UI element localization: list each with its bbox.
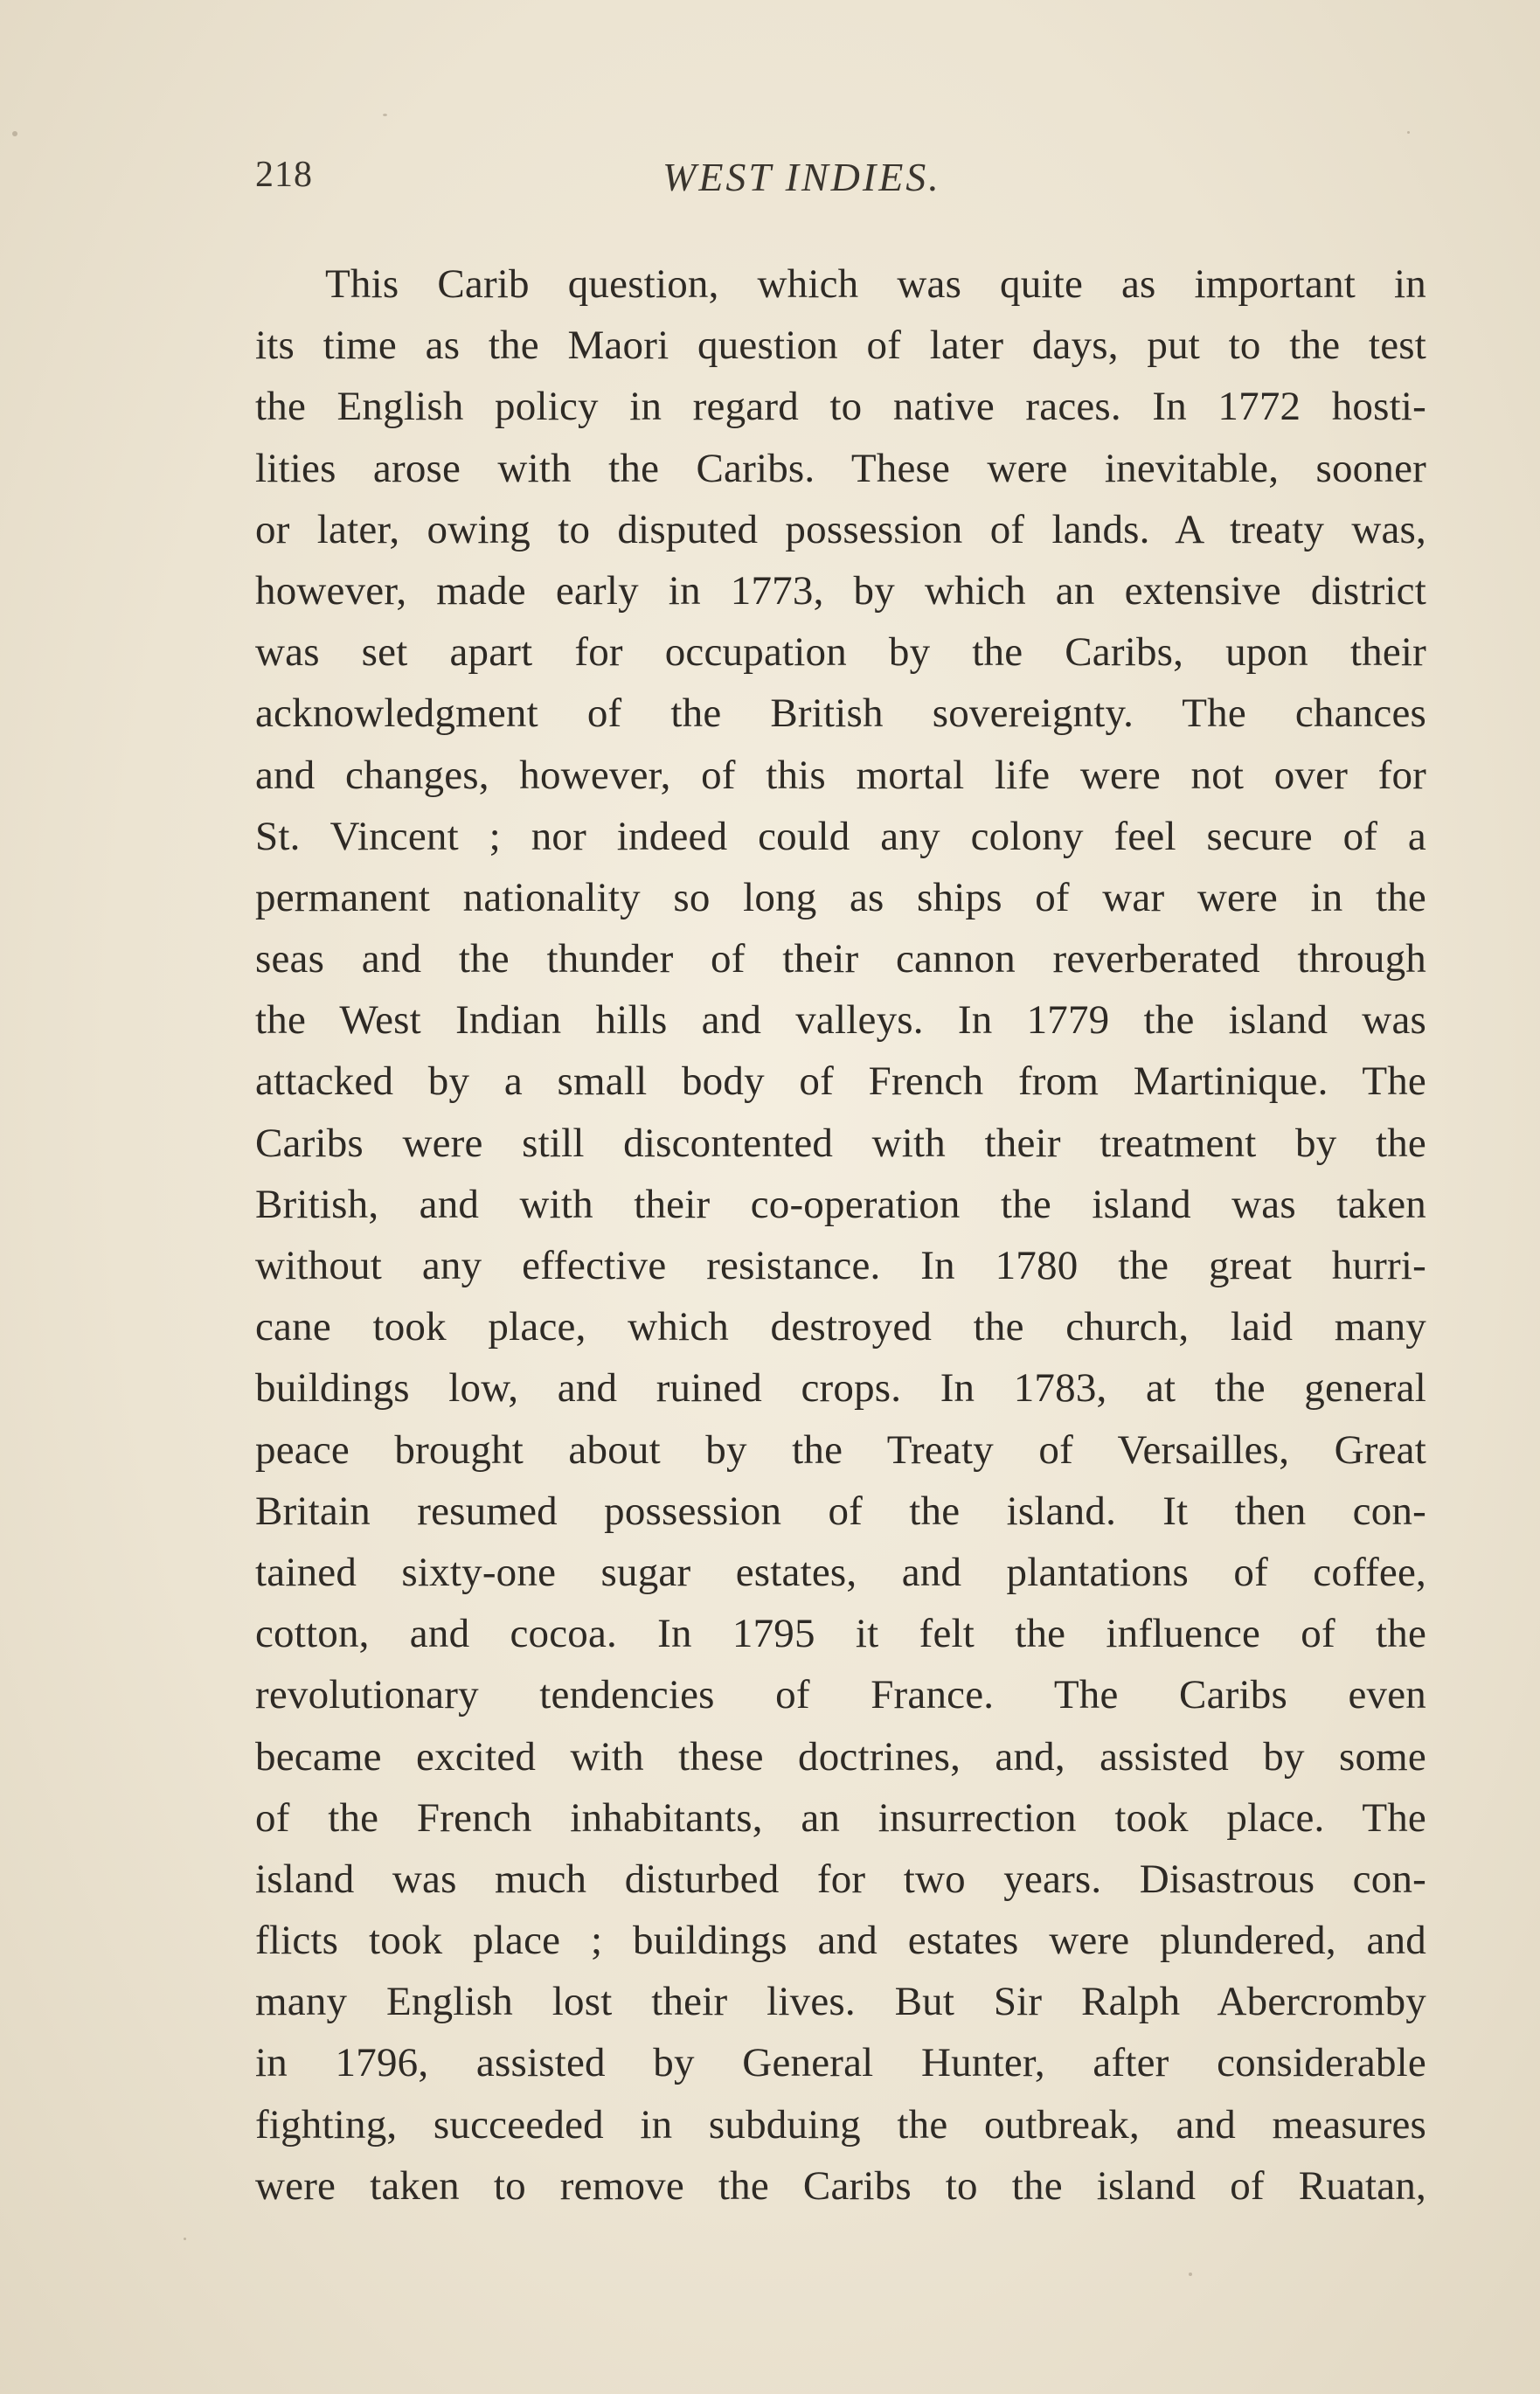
text-line: attacked by a small body of French from Martinique. The	[255, 1058, 1426, 1105]
text-line: lities arose with the Caribs. These were inevitable, sooner	[255, 445, 1426, 491]
text-line: became excited with these doctrines, and, assisted by some	[255, 1733, 1426, 1780]
text-line: fighting, succeeded in subduing the outbreak, and measures	[255, 2101, 1426, 2148]
text-line: in 1796, assisted by General Hunter, after considerable	[255, 2040, 1426, 2086]
text-line: its time as the Maori question of later days, put to the test	[255, 323, 1426, 369]
paper-speck	[1407, 131, 1410, 134]
text-line: buildings low, and ruined crops. In 1783, at the general	[255, 1365, 1426, 1412]
body-paragraph	[255, 253, 1426, 2217]
text-line: Britain resumed possession of the island. It then con-	[255, 1488, 1426, 1534]
text-line: acknowledgment of the British sovereignty. The chances	[255, 690, 1426, 737]
paper-speck	[184, 2238, 186, 2240]
running-head	[255, 154, 1426, 206]
text-line: the English policy in regard to native races. In 1772 hosti-	[255, 384, 1426, 430]
text-line: and changes, however, of this mortal life were not over for	[255, 752, 1426, 798]
paper-speck	[12, 131, 17, 136]
text-line: British, and with their co-operation the island was taken	[255, 1181, 1426, 1227]
text-line: or later, owing to disputed possession of lands. A treaty was,	[255, 506, 1426, 552]
text-line: flicts took place ; buildings and estates were plundered, and	[255, 1918, 1426, 1964]
text-line: revolutionary tendencies of France. The Caribs even	[255, 1672, 1426, 1718]
text-line: the West Indian hills and valleys. In 1779 the island was	[255, 997, 1426, 1044]
text-line: many English lost their lives. But Sir Ralph Abercromby	[255, 1979, 1426, 2025]
text-line: seas and the thunder of their cannon reverberated through	[255, 936, 1426, 982]
text-line: were taken to remove the Caribs to the island of Ruatan,	[255, 2162, 1426, 2209]
text-line: without any effective resistance. In 1780 the great hurri-	[255, 1243, 1426, 1288]
text-line: Caribs were still discontented with their treatment by the	[255, 1120, 1426, 1166]
text-line: permanent nationality so long as ships of war were in the	[255, 874, 1426, 920]
text-line: cane took place, which destroyed the church, laid many	[255, 1304, 1426, 1350]
text-line: St. Vincent ; nor indeed could any colony feel secure of a	[255, 813, 1426, 859]
text-line: of the French inhabitants, an insurrection took place. The	[255, 1794, 1426, 1841]
running-title: WEST INDIES.	[662, 155, 941, 199]
text-line: island was much disturbed for two years. Disastrous con-	[255, 1856, 1426, 1902]
text-line: was set apart for occupation by the Caribs, upon their	[255, 629, 1426, 676]
paper-speck	[1189, 2273, 1192, 2276]
text-line: tained sixty-one sugar estates, and plantations of coffee,	[255, 1549, 1426, 1595]
text-line: This Carib question, which was quite as important in	[325, 261, 1426, 307]
text-line: peace brought about by the Treaty of Versailles, Great	[255, 1426, 1426, 1473]
text-line: however, made early in 1773, by which an extensive district	[255, 567, 1426, 614]
paper-speck	[383, 114, 387, 116]
text-line: cotton, and cocoa. In 1795 it felt the influence of the	[255, 1611, 1426, 1657]
page-number: 218	[255, 155, 313, 195]
